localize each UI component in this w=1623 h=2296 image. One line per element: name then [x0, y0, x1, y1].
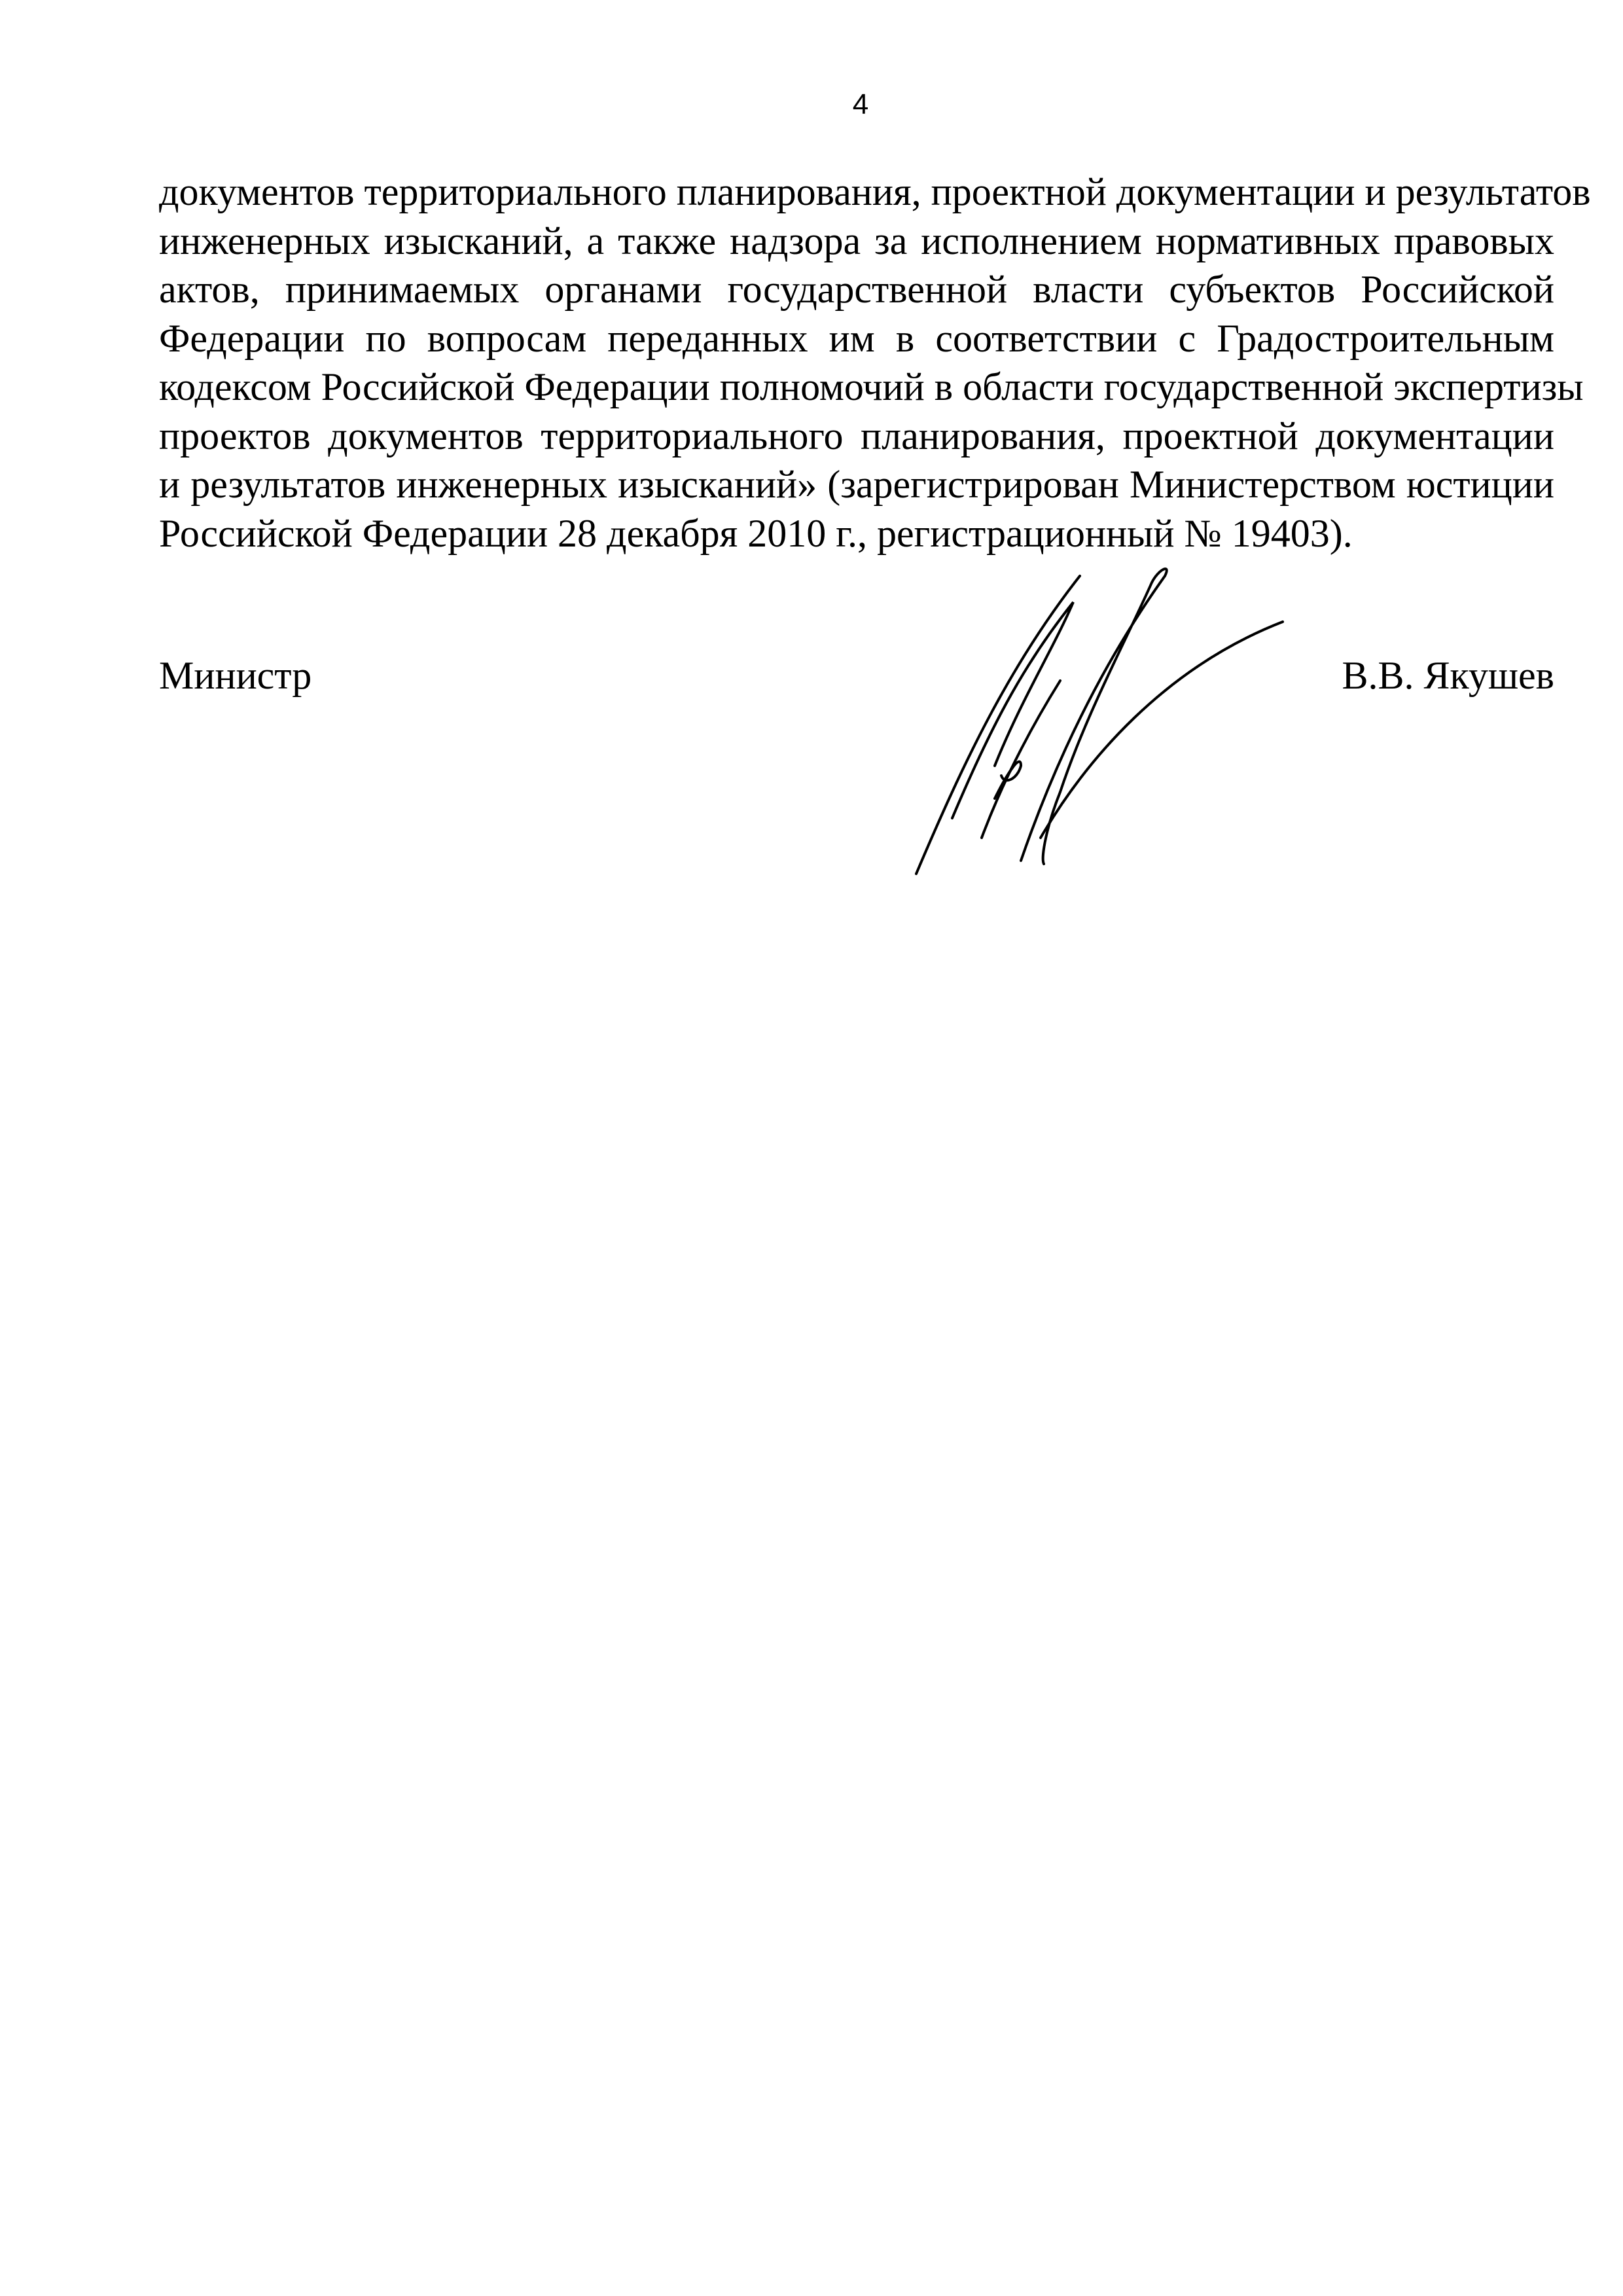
handwritten-signature [890, 550, 1315, 890]
body-line: Федерации по вопросам переданных им в соответствии с Градостроительным [159, 316, 1554, 360]
body-line: актов, принимаемых органами государственной власти субъектов Российской [159, 268, 1554, 311]
page-number: 4 [852, 88, 869, 120]
body-line: документов территориального планирования, проектной документации и результатов [159, 170, 1591, 213]
body-line: Российской Федерации 28 декабря 2010 г., регистрационный № 19403). [159, 511, 1353, 555]
body-line: и результатов инженерных изысканий» (зарегистрирован Министерством юстиции [159, 463, 1554, 506]
body-line: проектов документов территориального планирования, проектной документации [159, 414, 1554, 457]
signatory-role: Министр [159, 654, 312, 697]
body-line: инженерных изысканий, а также надзора за исполнением нормативных правовых [159, 219, 1554, 262]
signatory-name: В.В. Якушев [1342, 654, 1554, 697]
body-line: кодексом Российской Федерации полномочий в области государственной экспертизы [159, 365, 1584, 408]
document-body [159, 168, 1591, 558]
